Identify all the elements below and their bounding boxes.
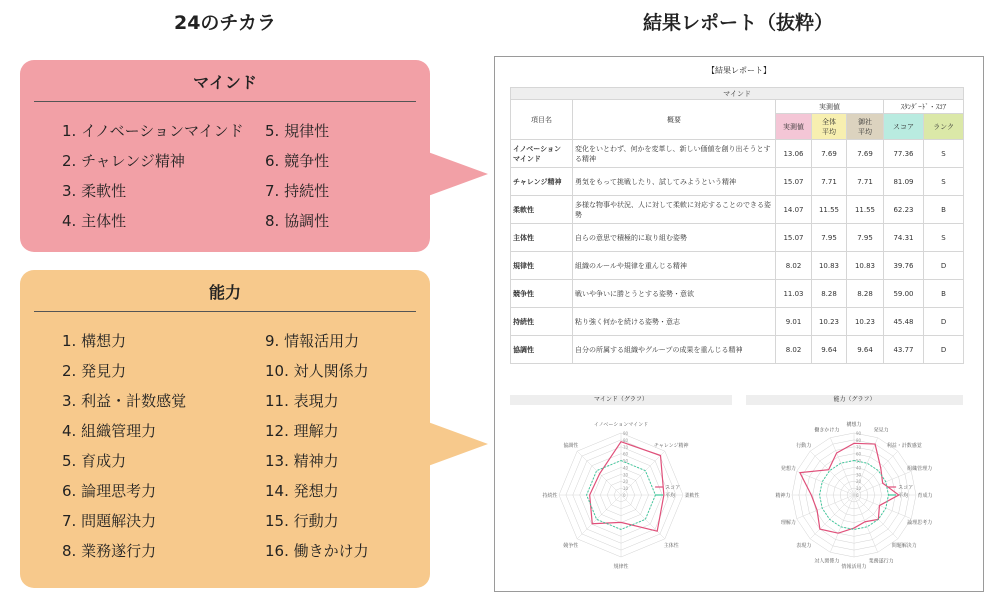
row-desc: 自らの意思で積極的に取り組む姿勢 bbox=[573, 224, 776, 252]
row-rank: D bbox=[924, 308, 964, 336]
row-overall: 10.83 bbox=[812, 252, 847, 280]
radar-spoke bbox=[810, 451, 854, 495]
head-company: 御社 平均 bbox=[847, 114, 884, 140]
row-company: 11.55 bbox=[847, 196, 884, 224]
row-score: 39.76 bbox=[884, 252, 924, 280]
radar-tick-label: 90 bbox=[856, 431, 862, 436]
ability-item: 2. 発見力 bbox=[62, 362, 127, 380]
row-score: 45.48 bbox=[884, 308, 924, 336]
mind-pointer bbox=[428, 152, 488, 196]
radar-category-label: 利益・計数感覚 bbox=[886, 442, 922, 449]
ability-item: 13. 精神力 bbox=[265, 452, 339, 470]
legend-label: 平均 bbox=[665, 493, 676, 499]
row-score: 59.00 bbox=[884, 280, 924, 308]
row-score: 43.77 bbox=[884, 336, 924, 364]
ability-item: 7. 問題解決力 bbox=[62, 512, 157, 530]
mind-item: 5. 規律性 bbox=[265, 122, 330, 140]
row-company: 7.95 bbox=[847, 224, 884, 252]
radar-tick-label: 30 bbox=[623, 472, 629, 478]
mind-graph bbox=[510, 395, 732, 581]
radar-category-label: 協調性 bbox=[563, 442, 579, 449]
radar-category-label: 働きかけ力 bbox=[814, 427, 840, 434]
legend-label: スコア bbox=[665, 485, 681, 491]
radar-tick-label: 60 bbox=[856, 451, 862, 457]
ability-item: 1. 構想力 bbox=[62, 332, 127, 350]
right-heading: 結果レポート（抜粋） bbox=[642, 12, 833, 34]
row-rank: B bbox=[924, 280, 964, 308]
radar-category-label: 組織管理力 bbox=[907, 465, 933, 472]
radar-category-label: 競争性 bbox=[563, 543, 579, 550]
row-rank: B bbox=[924, 196, 964, 224]
ability-col1 bbox=[62, 326, 186, 566]
mind-col2 bbox=[265, 116, 329, 236]
row-desc: 戦いや争いに勝とうとする姿勢・意欲 bbox=[573, 280, 776, 308]
row-raw: 11.03 bbox=[776, 280, 812, 308]
mind-item: 7. 持続性 bbox=[265, 182, 330, 200]
radar-category-label: 対人関係力 bbox=[814, 558, 840, 565]
row-name: 競争性 bbox=[511, 280, 573, 308]
row-name: 規律性 bbox=[511, 252, 573, 280]
row-raw: 14.07 bbox=[776, 196, 812, 224]
mind-title: マインド bbox=[193, 73, 257, 92]
radar-tick-label: 70 bbox=[623, 444, 629, 450]
row-raw: 8.02 bbox=[776, 336, 812, 364]
radar-tick-label: 80 bbox=[623, 437, 629, 443]
radar-tick-label: 60 bbox=[623, 451, 629, 457]
row-desc: 粘り強く何かを続ける姿勢・意志 bbox=[573, 308, 776, 336]
row-score: 62.23 bbox=[884, 196, 924, 224]
radar-category-label: 構想力 bbox=[846, 422, 862, 428]
row-name: 主体性 bbox=[511, 224, 573, 252]
ability-item: 10. 対人関係力 bbox=[265, 362, 369, 380]
head-standard: ｽﾀﾝﾀﾞｰﾄﾞ・ｽｺｱ bbox=[884, 100, 964, 114]
row-raw: 8.02 bbox=[776, 252, 812, 280]
radar-tick-label: 0 bbox=[856, 493, 859, 498]
ability-graph bbox=[746, 395, 963, 581]
ability-item: 5. 育成力 bbox=[62, 452, 127, 470]
radar-category-label: イノベーションマインド bbox=[593, 422, 649, 428]
result-table bbox=[510, 87, 964, 364]
radar-tick-label: 10 bbox=[623, 486, 629, 492]
mind-panel bbox=[20, 60, 430, 252]
row-name: 持続性 bbox=[511, 308, 573, 336]
row-company: 7.69 bbox=[847, 140, 884, 168]
row-desc: 変化をいとわず、何かを変革し、新しい価値を創り出そうとする精神 bbox=[573, 140, 776, 168]
ability-title: 能力 bbox=[208, 283, 241, 302]
radar-tick-label: 20 bbox=[856, 479, 862, 485]
radar-tick-label: 10 bbox=[856, 486, 862, 492]
row-rank: S bbox=[924, 140, 964, 168]
mind-divider bbox=[34, 101, 416, 102]
radar-category-label: 表現力 bbox=[796, 543, 812, 550]
radar-spoke bbox=[577, 495, 621, 539]
mind-item: 2. チャレンジ精神 bbox=[62, 152, 185, 170]
row-company: 10.23 bbox=[847, 308, 884, 336]
ability-item: 12. 理解力 bbox=[265, 422, 339, 440]
row-overall: 7.95 bbox=[812, 224, 847, 252]
ability-radar-chart bbox=[746, 405, 963, 581]
ability-item: 3. 利益・計数感覚 bbox=[62, 392, 187, 410]
radar-tick-label: 0 bbox=[623, 493, 626, 498]
head-measured: 実測値 bbox=[776, 100, 884, 114]
mind-item: 4. 主体性 bbox=[62, 212, 127, 230]
row-desc: 勇気をもって挑戦したり、試してみようという精神 bbox=[573, 168, 776, 196]
row-overall: 10.23 bbox=[812, 308, 847, 336]
mind-item: 1. イノベーションマインド bbox=[62, 122, 244, 140]
row-desc: 組織のルールや規律を重んじる精神 bbox=[573, 252, 776, 280]
mind-col1 bbox=[62, 116, 244, 236]
row-overall: 7.69 bbox=[812, 140, 847, 168]
head-item: 項目名 bbox=[511, 100, 573, 140]
head-summary: 概要 bbox=[573, 100, 776, 140]
report-title: 【結果レポート】 bbox=[707, 66, 771, 75]
row-rank: S bbox=[924, 224, 964, 252]
radar-category-label: 発想力 bbox=[780, 465, 796, 472]
ability-item: 11. 表現力 bbox=[265, 392, 339, 410]
radar-category-label: 理解力 bbox=[780, 520, 796, 527]
radar-category-label: 持続性 bbox=[542, 493, 558, 499]
radar-category-label: 行動力 bbox=[796, 442, 812, 449]
ability-item: 9. 情報活用力 bbox=[265, 332, 360, 350]
ability-item: 8. 業務遂行力 bbox=[62, 542, 157, 560]
mind-radar-chart bbox=[510, 405, 732, 581]
ability-item: 15. 行動力 bbox=[265, 512, 339, 530]
radar-category-label: 精神力 bbox=[775, 493, 791, 499]
head-raw: 実測値 bbox=[776, 114, 812, 140]
ability-col2 bbox=[265, 326, 369, 566]
ability-divider bbox=[34, 311, 416, 312]
section-label: マインド bbox=[511, 88, 964, 100]
legend-label: 平均 bbox=[898, 493, 909, 499]
radar-spoke bbox=[854, 495, 898, 539]
left-heading: 24のチカラ bbox=[173, 12, 277, 34]
radar-tick-label: 80 bbox=[856, 437, 862, 443]
mind-item: 6. 競争性 bbox=[265, 152, 330, 170]
row-raw: 15.07 bbox=[776, 168, 812, 196]
radar-tick-label: 20 bbox=[623, 479, 629, 485]
radar-category-label: 柔軟性 bbox=[684, 493, 700, 499]
row-raw: 13.06 bbox=[776, 140, 812, 168]
row-rank: D bbox=[924, 336, 964, 364]
head-overall: 全体 平均 bbox=[812, 114, 847, 140]
row-desc: 自分の所属する組織やグループの成果を重んじる精神 bbox=[573, 336, 776, 364]
row-company: 10.83 bbox=[847, 252, 884, 280]
radar-tick-label: 40 bbox=[623, 465, 629, 471]
row-company: 7.71 bbox=[847, 168, 884, 196]
radar-tick-label: 90 bbox=[623, 431, 629, 436]
row-name: チャレンジ精神 bbox=[511, 168, 573, 196]
radar-category-label: 業務遂行力 bbox=[868, 558, 894, 565]
mind-graph-title: マインド（グラフ） bbox=[510, 395, 732, 405]
radar-tick-label: 30 bbox=[856, 472, 862, 478]
radar-category-label: 育成力 bbox=[917, 493, 933, 499]
radar-category-label: 規律性 bbox=[613, 564, 629, 570]
row-company: 9.64 bbox=[847, 336, 884, 364]
row-name: イノベーション マインド bbox=[511, 140, 573, 168]
ability-item: 6. 論理思考力 bbox=[62, 482, 157, 500]
radar-tick-label: 50 bbox=[856, 458, 862, 464]
row-rank: S bbox=[924, 168, 964, 196]
row-company: 8.28 bbox=[847, 280, 884, 308]
row-score: 74.31 bbox=[884, 224, 924, 252]
radar-category-label: チャレンジ精神 bbox=[653, 442, 689, 449]
radar-category-label: 主体性 bbox=[663, 543, 679, 550]
row-overall: 7.71 bbox=[812, 168, 847, 196]
row-desc: 多様な物事や状況、人に対して柔軟に対応することのできる姿勢 bbox=[573, 196, 776, 224]
ability-item: 14. 発想力 bbox=[265, 482, 339, 500]
head-rank: ランク bbox=[924, 114, 964, 140]
ability-item: 16. 働きかけ力 bbox=[265, 542, 369, 560]
row-score: 77.36 bbox=[884, 140, 924, 168]
mind-item: 3. 柔軟性 bbox=[62, 182, 127, 200]
radar-spoke bbox=[577, 451, 621, 495]
row-name: 協調性 bbox=[511, 336, 573, 364]
radar-tick-label: 40 bbox=[856, 465, 862, 471]
row-overall: 9.64 bbox=[812, 336, 847, 364]
row-raw: 15.07 bbox=[776, 224, 812, 252]
row-name: 柔軟性 bbox=[511, 196, 573, 224]
mind-item: 8. 協調性 bbox=[265, 212, 330, 230]
radar-category-label: 発見力 bbox=[873, 427, 889, 434]
head-score: スコア bbox=[884, 114, 924, 140]
radar-tick-label: 70 bbox=[856, 444, 862, 450]
ability-graph-title: 能力（グラフ） bbox=[746, 395, 963, 405]
row-rank: D bbox=[924, 252, 964, 280]
row-overall: 11.55 bbox=[812, 196, 847, 224]
radar-spoke bbox=[621, 495, 665, 539]
row-overall: 8.28 bbox=[812, 280, 847, 308]
ability-panel bbox=[20, 270, 430, 588]
result-report bbox=[494, 56, 984, 592]
radar-category-label: 論理思考力 bbox=[907, 520, 933, 527]
radar-tick-label: 50 bbox=[623, 458, 629, 464]
radar-category-label: 問題解決力 bbox=[891, 543, 917, 550]
legend-label: スコア bbox=[898, 485, 914, 491]
row-score: 81.09 bbox=[884, 168, 924, 196]
row-raw: 9.01 bbox=[776, 308, 812, 336]
ability-pointer bbox=[428, 422, 488, 466]
radar-category-label: 情報活用力 bbox=[841, 564, 867, 570]
ability-item: 4. 組織管理力 bbox=[62, 422, 157, 440]
